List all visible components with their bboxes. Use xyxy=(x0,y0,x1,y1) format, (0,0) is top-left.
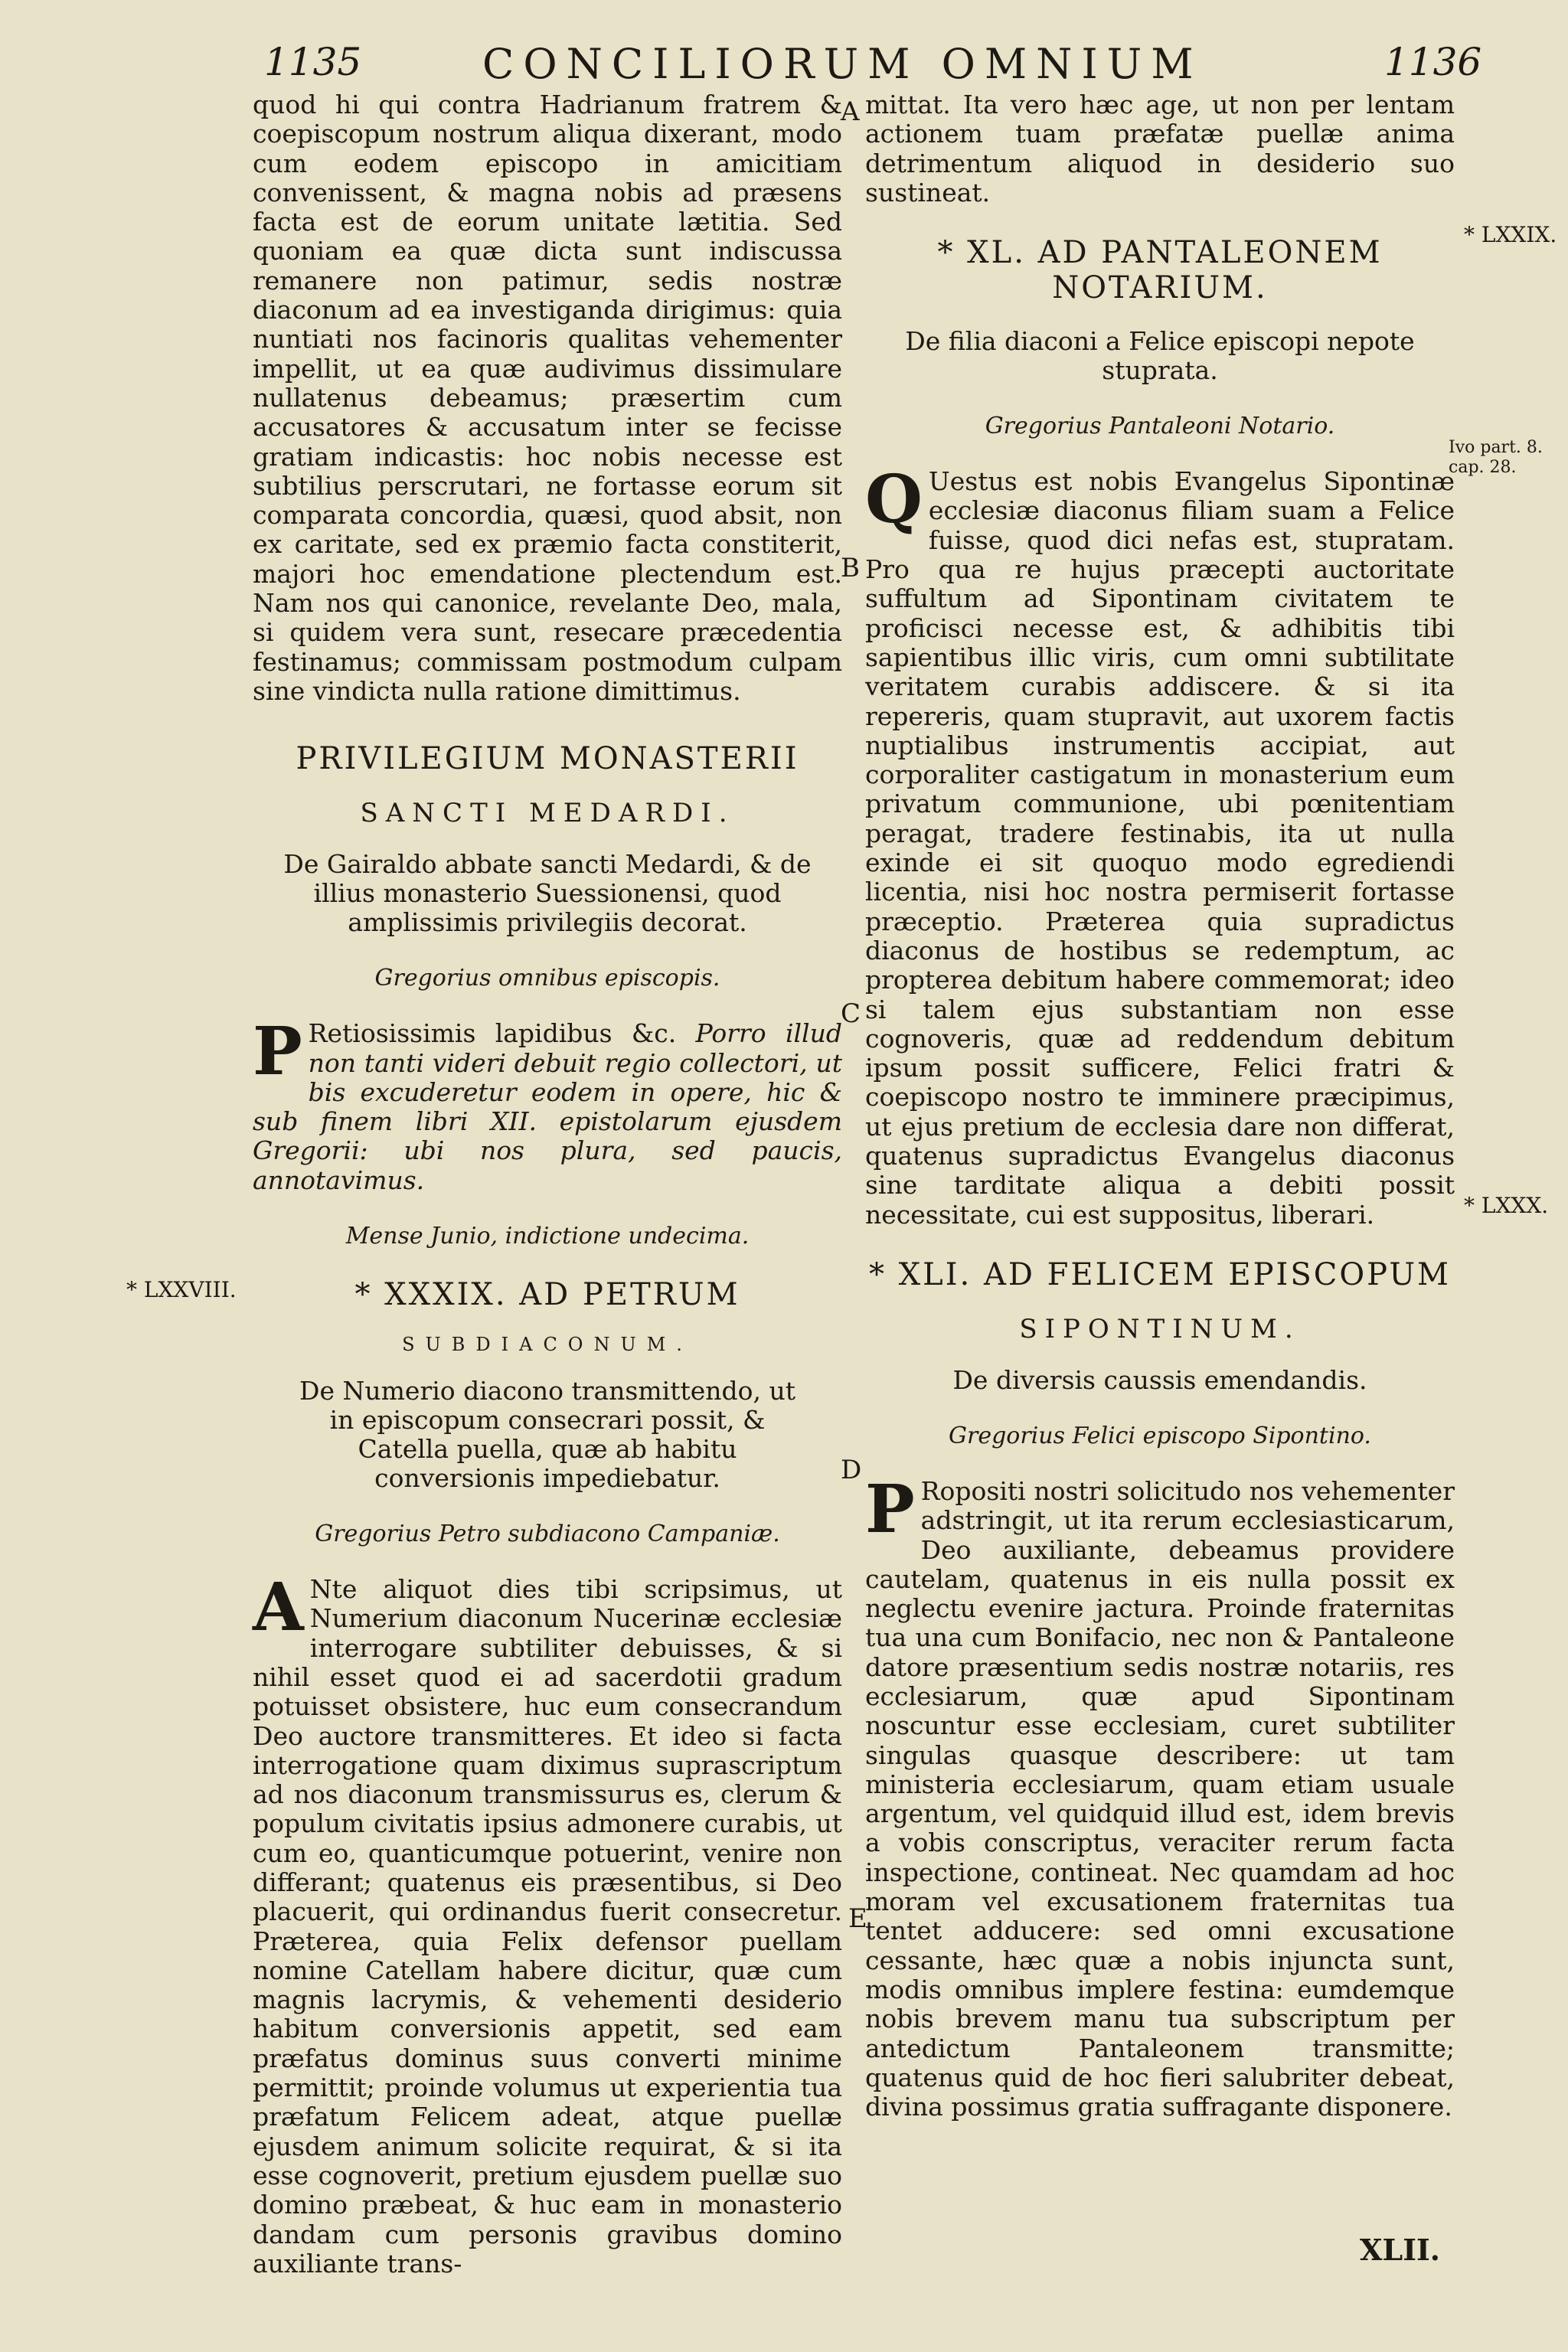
left-page-number: 1135 xyxy=(264,40,362,84)
letter-41-body-text: Ropositi nostri solicitudo nos vehementer adstringit, ut ita rerum ecclesiasticarum, Deo auxiliante, debeamus providere cautelam, quatenus in eis nulla possit ex neglectu evenire jactura. Proinde fraternitas tua una cum Bonifacio, nec non & Pantaleone datore præsentium sedis nostræ notariis, res ecclesiarum, quæ apud Sipontinam noscuntur esse ecclesiam, curet subtiliter singulas quasque describere: ut tam ministeria ecclesiarum, quam etiam usuale argentum, vel quidquid illud est, idem brevis a vobis conscriptus, veraciter rerum facta inspectione, contineat. Nec quamdam ad hoc moram vel excusationem fraternitas tua tentet adducere: sed omni excusatione cessante, hæc quæ a nobis injuncta sunt, modis omnibus implere festina: eumdemque nobis brevem manu tua subscriptum per antedictum Pantaleonem transmitte; quatenus quid de hoc fieri salubriter debeat, divina possimus gratia suffragante disponere. xyxy=(865,1475,1455,2122)
privilegium-summary: De Gairaldo abbate sancti Medardi, & de illius monasterio Suessionensi, quod amplissimis privilegiis decorat. xyxy=(283,849,812,938)
letter-40-body xyxy=(865,461,1455,1230)
letter-39-salutation: Gregorius Petro subdiacono Campaniæ. xyxy=(315,1521,780,1548)
privilegium-title: PRIVILEGIUM MONASTERII xyxy=(296,741,799,777)
right-column xyxy=(865,90,1455,2122)
letter-41-subtitle: SIPONTINUM. xyxy=(1019,1313,1301,1344)
letter-40-salutation: Gregorius Pantaleoni Notario. xyxy=(985,413,1335,440)
privilegium-subtitle: SANCTI MEDARDI. xyxy=(360,798,735,829)
letter-39-body xyxy=(253,1569,842,2278)
margin-reference-ivo: Ivo part. 8. cap. 28. xyxy=(1449,438,1543,477)
letter-41-salutation: Gregorius Felici episcopo Sipontino. xyxy=(949,1422,1371,1449)
section-letter-b: B xyxy=(841,553,860,583)
letter-39-title: * XXXIX. AD PETRUM xyxy=(354,1277,740,1313)
signature-mark: XLII. xyxy=(1360,2233,1440,2267)
privilegium-salutation: Gregorius omnibus episcopis. xyxy=(374,965,720,992)
drop-cap-p2: P xyxy=(865,1470,915,1548)
letter-40-body-text: Uestus est nobis Evangelus Sipontinæ ecclesiæ diaconus filiam suam a Felice fuisse, quod dici nefas est, stupratam. Pro qua re hujus præcepti auctoritate suffultum ad Sipontinam civitatem te proficisci necesse est, & adhibitis tibi sapientibus illic viris, cum omni subtilitate veritatem curabis addiscere. & si ita repereris, quam stupravit, aut uxorem factis nuptialibus instrumentis accipiat, aut corporaliter castigatum in monasterium eum privatum communione, ubi pœnitentiam peragat, tradere festinabis, ita ut nulla exinde ei sit quoquo modo egrediendi licentia, nisi hoc nostra permiserit fortasse præceptio. Præterea quia supradictus diaconus de hostibus se redemptum, ac propterea debitum habere commemorat; ideo si talem ejus substantiam non esse cognoveris, quæ ad reddendum debitum ipsum possit sufficere, Felici fratri & coepiscopo nostro te imminere præcipimus, ut ejus pretium de ecclesia dare non differat, quatenus supradictus Evangelus diaconus sine tarditate aliqua a debiti possit necessitate, cui est suppositus, liberari. xyxy=(865,466,1455,1230)
drop-cap-a: A xyxy=(253,1569,304,1647)
margin-number-lxxx: * LXXX. xyxy=(1464,1193,1549,1218)
privilegium-body xyxy=(253,1013,842,1195)
right-page-number: 1136 xyxy=(1384,40,1482,84)
opening-paragraph-left: quod hi qui contra Hadrianum fratrem & coepiscopum nostrum aliqua dixerant, modo cum eodem episcopo in amicitiam convenissent, & magna nobis ad præsens facta est de eorum unitate lætitia. Sed quoniam ea quæ dicta sunt indiscussa remanere non patimur, sedis nostræ diaconum ad ea investiganda dirigimus: quia nuntiati nos facinoris qualitas vehementer impellit, ut ea quæ audivimus dissimulare nullatenus debeamus; præsertim cum accusatores & accusatum inter se fecisse gratiam indicastis: hoc nobis necesse est subtilius perscrutari, ne fortasse eorum sit comparata concordia, quæsi, quod absit, non ex caritate, sed ex præmio facta constiterit, majori hoc emendatione plectendum est. Nam nos qui canonice, revelante Deo, mala, si quidem vera sunt, resecare præcedentia festinamus; commissam postmodum culpam sine vindicta nulla ratione dimittimus. xyxy=(253,90,842,706)
letter-39-subtitle: SUBDIACONUM. xyxy=(402,1334,693,1356)
privilegium-body-roman: Retiosissimis lapidibus &c. xyxy=(308,1018,677,1049)
drop-cap-p: P xyxy=(253,1013,302,1091)
opening-paragraph-right: mittat. Ita vero hæc age, ut non per lentam actionem tuam præfatæ puellæ anima detrimentum aliquod in desiderio suo sustineat. xyxy=(865,90,1455,207)
letter-39-summary: De Numerio diacono transmittendo, ut in episcopum consecrari possit, & Catella puella, quæ ab habitu conversionis impediebatur. xyxy=(299,1376,795,1494)
drop-cap-q: Q xyxy=(865,461,923,539)
section-letter-c: C xyxy=(841,998,861,1029)
letter-40-summary: De filia diaconi a Felice episcopi nepote stuprata. xyxy=(905,326,1415,386)
letter-41-body xyxy=(865,1470,1455,2122)
margin-number-lxxix: * LXXIX. xyxy=(1464,222,1557,247)
section-letter-e: E xyxy=(848,1903,867,1934)
privilegium-body-italic: Porro illud non tanti videri debuit regio collectori, ut bis excuderetur eodem in opere, hic & sub finem libri XII. epistolarum ejusdem Gregorii: ubi nos plura, sed paucis, annotavimus. xyxy=(253,1018,842,1195)
letter-40-title: * XL. AD PANTALEONEM NOTARIUM. xyxy=(937,235,1383,306)
running-title: CONCILIORUM OMNIUM xyxy=(482,40,1203,88)
letter-39-body-text: Nte aliquot dies tibi scripsimus, ut Numerium diaconum Nucerinæ ecclesiæ interrogare subtiliter debuisses, & si nihil esset quod ei ad sacerdotii gradum potuisset obsistere, huc eum consecrandum Deo auctore transmitteres. Et ideo si facta interrogatione quam diximus suprascriptum ad nos diaconum transmissurus es, clerum & populum civitatis ipsius admonere curabis, ut cum eo, quanticumque potuerint, venire non differant; quatenus eis præsentibus, si Deo placuerit, qui ordinandus fuerit consecretur. Præterea, quia Felix defensor puellam nomine Catellam habere dicitur, quæ cum magnis lacrymis, & vehementi desiderio habitum conversionis appetit, sed eam præfatus dominus suus converti minime permittit; proinde volumus ut experientia tua præfatum Felicem adeat, atque puellæ ejusdem animum solicite requirat, & si ita esse cognoverit, pretium ejusdem puellæ suo domino præbeat, & huc eam in monasterio dandam cum personis gravibus domino auxiliante trans- xyxy=(253,1574,842,2278)
left-column xyxy=(253,90,842,2278)
privilegium-date: Mense Junio, indictione undecima. xyxy=(345,1223,750,1250)
letter-41-summary: De diversis caussis emendandis. xyxy=(952,1364,1367,1395)
margin-number-lxxviii: * LXXVIII. xyxy=(126,1277,237,1302)
section-letter-a: A xyxy=(841,96,860,127)
section-letter-d: D xyxy=(841,1455,862,1485)
letter-41-title: * XLI. AD FELICEM EPISCOPUM xyxy=(868,1256,1452,1292)
